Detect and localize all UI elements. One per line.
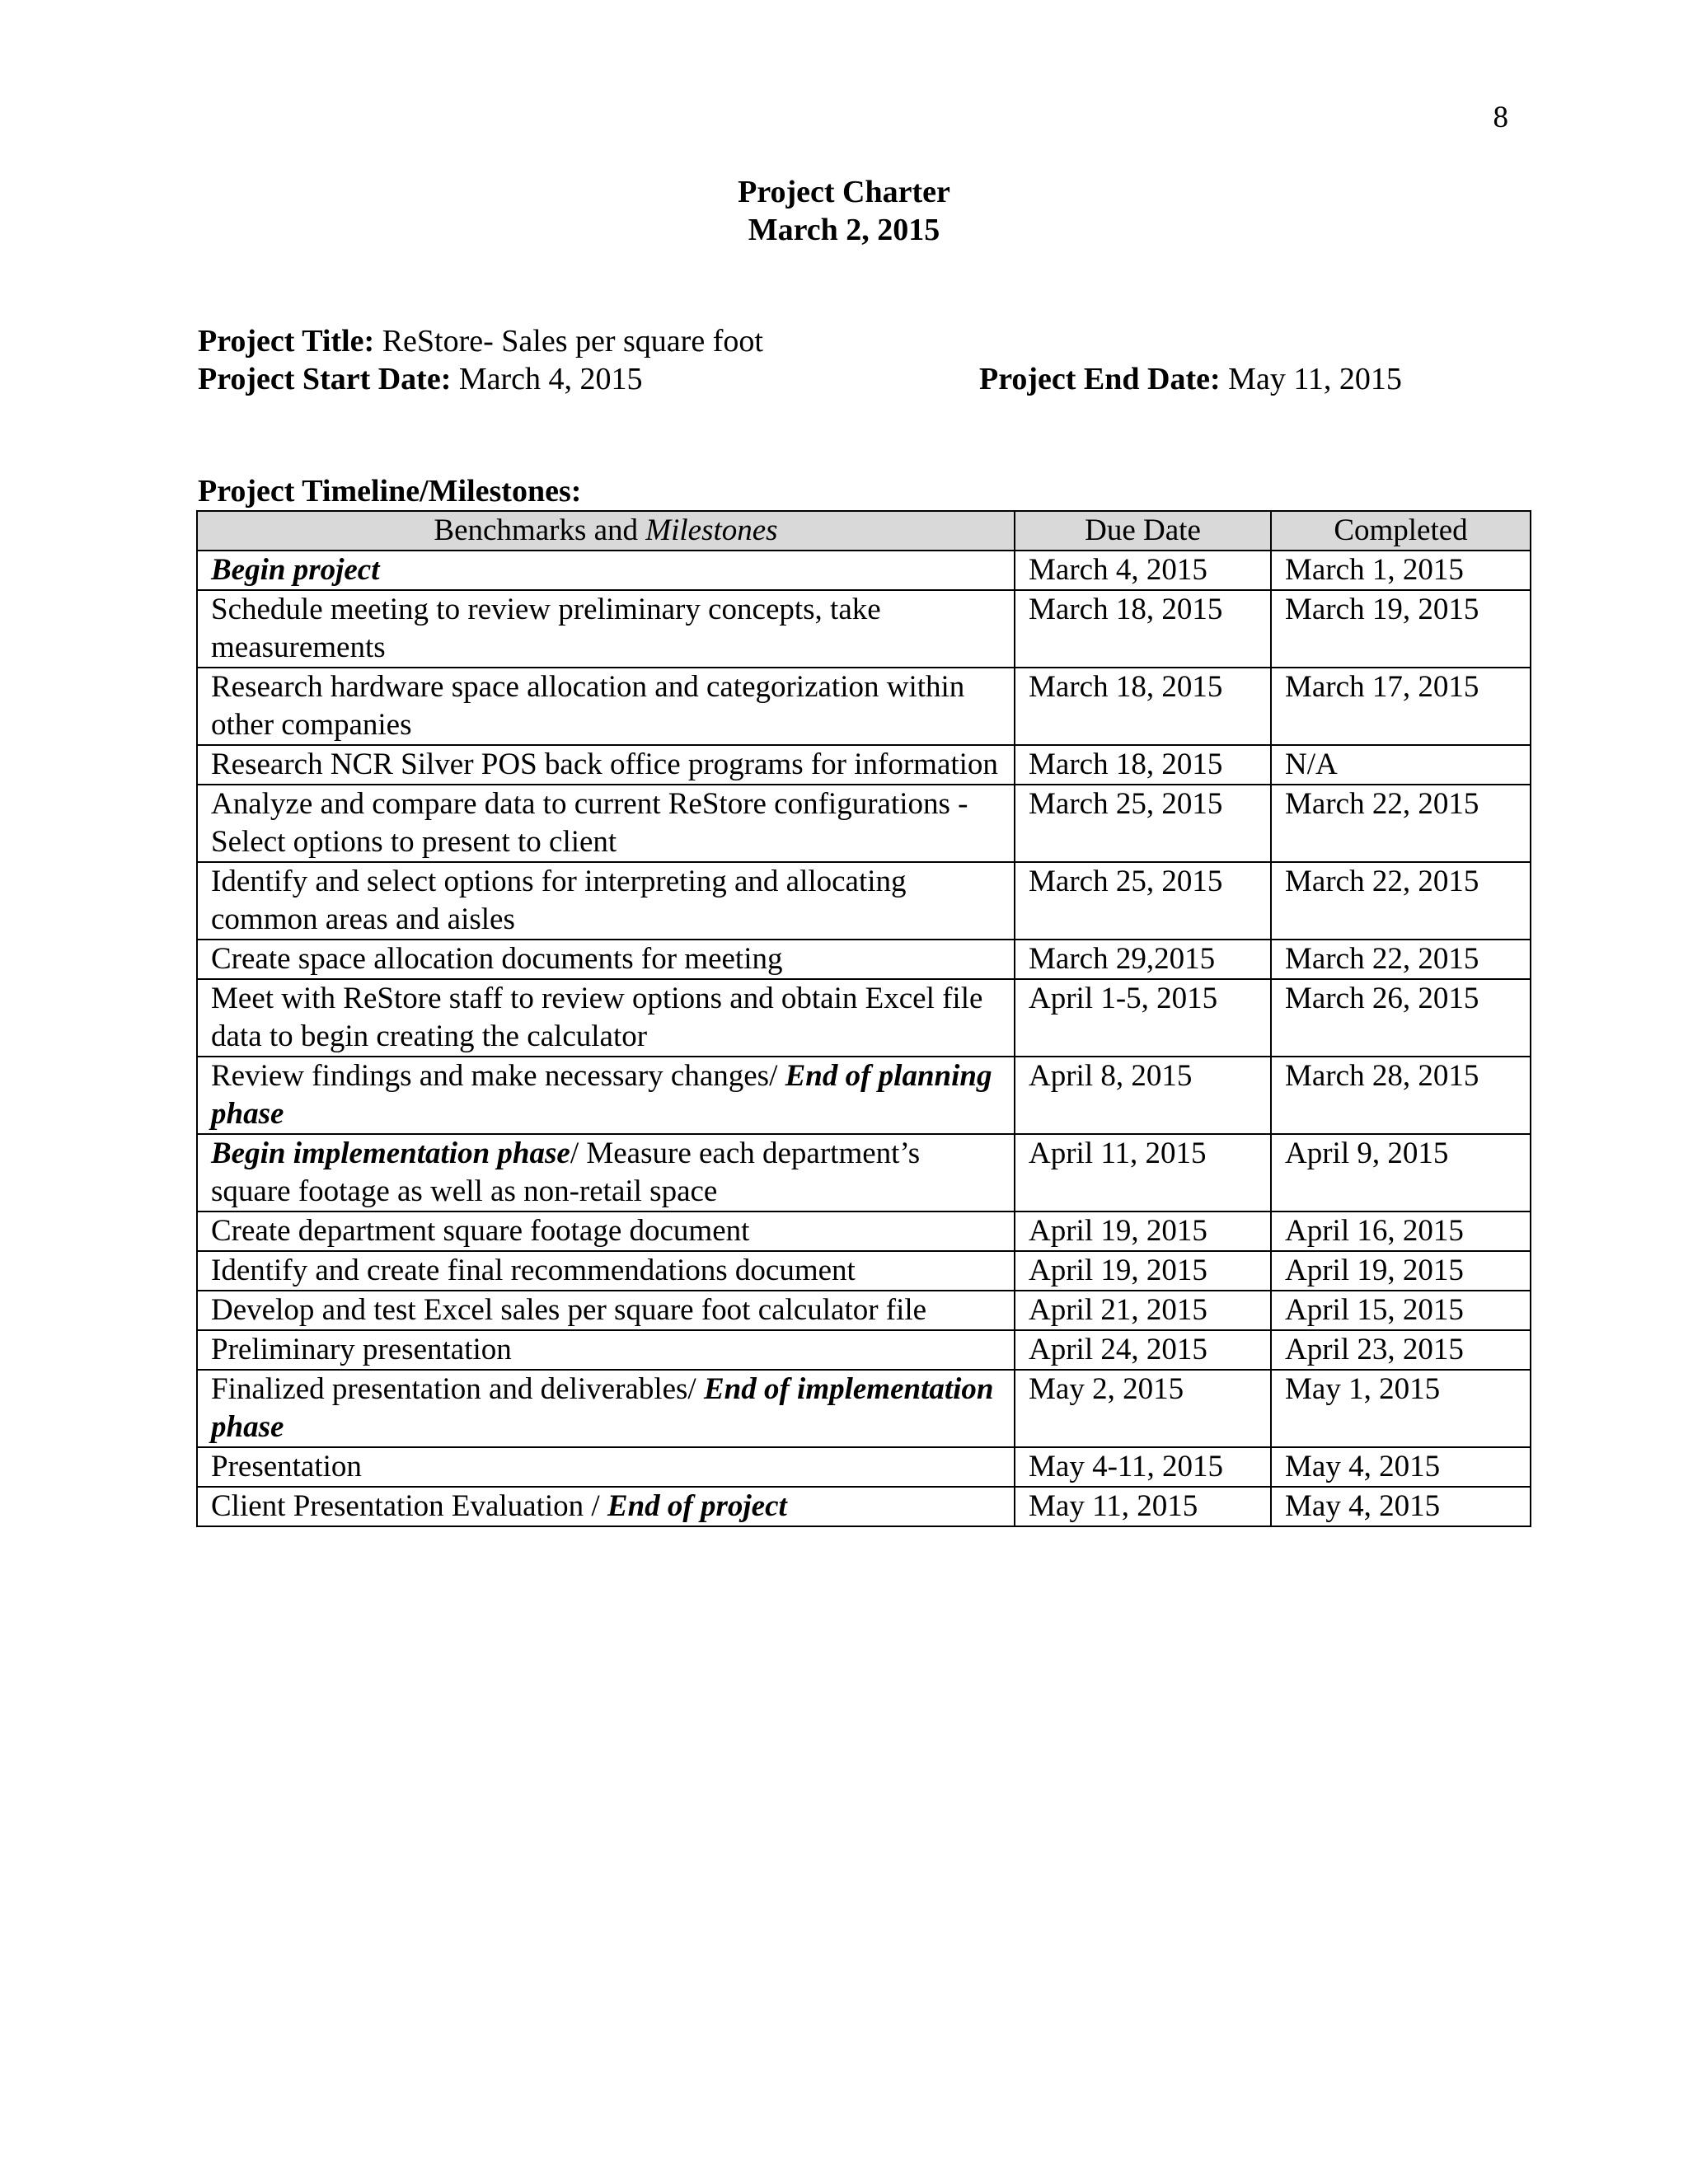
milestone-task-text: Begin implementation phase: [211, 1137, 570, 1170]
table-row: [197, 1251, 1531, 1291]
milestone-task-text: Preliminary presentation: [211, 1333, 512, 1366]
table-header-row: [197, 511, 1531, 551]
milestone-completed-date: May 4, 2015: [1271, 1487, 1531, 1526]
milestone-task: [197, 1330, 1015, 1370]
milestones-table: [196, 510, 1531, 1527]
table-row: [197, 551, 1531, 590]
milestone-due-date: May 4-11, 2015: [1015, 1447, 1271, 1487]
milestone-completed-date: March 22, 2015: [1271, 862, 1531, 940]
table-row: [197, 979, 1531, 1057]
milestone-task: [197, 1291, 1015, 1330]
milestone-task: [197, 1370, 1015, 1447]
project-title-label: Project Title:: [198, 324, 375, 359]
milestone-task: [197, 1487, 1015, 1526]
milestone-task-text: Schedule meeting to review preliminary concepts, take measurements: [211, 593, 881, 664]
milestone-completed-date: March 28, 2015: [1271, 1057, 1531, 1134]
milestone-due-date: April 1-5, 2015: [1015, 979, 1271, 1057]
column-header-completed: Completed: [1271, 511, 1531, 551]
column-header-benchmarks-text: Benchmarks and: [434, 513, 646, 547]
milestone-task: [197, 1134, 1015, 1212]
milestone-task-text: Begin project: [211, 553, 380, 587]
table-row: [197, 590, 1531, 668]
milestone-task: [197, 551, 1015, 590]
charter-title-block: [0, 173, 1688, 249]
project-start-line: [198, 360, 643, 398]
milestone-completed-date: March 19, 2015: [1271, 590, 1531, 668]
milestone-task: [197, 745, 1015, 785]
milestone-task: [197, 785, 1015, 862]
column-header-milestones-text: Milestones: [645, 513, 778, 547]
milestone-completed-date: N/A: [1271, 745, 1531, 785]
milestone-task-text: Develop and test Excel sales per square foot calculator file: [211, 1293, 927, 1327]
milestone-due-date: March 18, 2015: [1015, 668, 1271, 745]
milestone-completed-date: March 26, 2015: [1271, 979, 1531, 1057]
milestone-due-date: March 18, 2015: [1015, 745, 1271, 785]
milestone-task: [197, 1212, 1015, 1251]
milestone-task-text: Review findings and make necessary changes/: [211, 1059, 785, 1093]
milestone-completed-date: April 9, 2015: [1271, 1134, 1531, 1212]
milestone-task-text: Create department square footage document: [211, 1214, 750, 1248]
milestone-due-date: April 21, 2015: [1015, 1291, 1271, 1330]
milestone-completed-date: April 15, 2015: [1271, 1291, 1531, 1330]
milestone-completed-date: March 22, 2015: [1271, 940, 1531, 979]
milestone-task-text: End of implementation phase: [211, 1372, 994, 1444]
milestone-task: [197, 668, 1015, 745]
milestone-due-date: May 2, 2015: [1015, 1370, 1271, 1447]
milestone-task-text: Identify and select options for interpreting and allocating common areas and aisles: [211, 865, 907, 936]
milestone-completed-date: May 4, 2015: [1271, 1447, 1531, 1487]
page-title: Project Charter: [738, 175, 950, 209]
table-row: [197, 1487, 1531, 1526]
column-header-benchmarks: [197, 511, 1015, 551]
table-row: [197, 668, 1531, 745]
table-row: [197, 785, 1531, 862]
milestone-task-text: Finalized presentation and deliverables/: [211, 1372, 704, 1406]
milestone-task: [197, 979, 1015, 1057]
milestone-due-date: April 19, 2015: [1015, 1212, 1271, 1251]
page-number: 8: [1493, 101, 1508, 134]
milestone-due-date: March 25, 2015: [1015, 862, 1271, 940]
table-row: [197, 1134, 1531, 1212]
project-end-value: May 11, 2015: [1228, 362, 1402, 396]
milestone-task-text: Research hardware space allocation and categorization within other companies: [211, 670, 965, 742]
timeline-heading: Project Timeline/Milestones:: [198, 474, 582, 509]
milestone-due-date: March 29,2015: [1015, 940, 1271, 979]
project-start-label: Project Start Date:: [198, 362, 452, 396]
milestone-completed-date: March 1, 2015: [1271, 551, 1531, 590]
milestone-completed-date: March 22, 2015: [1271, 785, 1531, 862]
project-start-value: March 4, 2015: [458, 362, 643, 396]
milestone-due-date: March 18, 2015: [1015, 590, 1271, 668]
project-end-label: Project End Date:: [979, 362, 1221, 396]
milestone-task-text: End of project: [607, 1489, 787, 1523]
milestone-task-text: Identify and create final recommendations document: [211, 1254, 856, 1287]
table-row: [197, 1370, 1531, 1447]
milestone-task-text: Research NCR Silver POS back office programs for information: [211, 748, 998, 781]
milestone-completed-date: April 23, 2015: [1271, 1330, 1531, 1370]
milestone-due-date: April 8, 2015: [1015, 1057, 1271, 1134]
milestone-task-text: Presentation: [211, 1450, 362, 1483]
milestone-task: [197, 1057, 1015, 1134]
milestone-due-date: May 11, 2015: [1015, 1487, 1271, 1526]
milestone-task-text: End of planning phase: [211, 1059, 992, 1131]
table-row: [197, 1330, 1531, 1370]
milestone-due-date: April 11, 2015: [1015, 1134, 1271, 1212]
milestone-due-date: April 24, 2015: [1015, 1330, 1271, 1370]
milestone-task-text: / Measure each department’s square footage as well as non-retail space: [211, 1137, 921, 1208]
milestone-task: [197, 1251, 1015, 1291]
milestone-task-text: Client Presentation Evaluation /: [211, 1489, 607, 1523]
project-title-value: ReStore- Sales per square foot: [382, 324, 763, 359]
milestone-completed-date: April 19, 2015: [1271, 1251, 1531, 1291]
table-row: [197, 1291, 1531, 1330]
milestone-task-text: Meet with ReStore staff to review options and obtain Excel file data to begin creating the calculator: [211, 982, 983, 1053]
project-end-line: [979, 360, 1402, 398]
milestone-task-text: Analyze and compare data to current ReStore configurations -Select options to present to client: [211, 787, 968, 859]
table-row: [197, 745, 1531, 785]
milestone-due-date: March 25, 2015: [1015, 785, 1271, 862]
milestone-due-date: March 4, 2015: [1015, 551, 1271, 590]
milestone-completed-date: April 16, 2015: [1271, 1212, 1531, 1251]
project-title-line: [198, 322, 763, 360]
milestone-due-date: April 19, 2015: [1015, 1251, 1271, 1291]
table-row: [197, 1212, 1531, 1251]
milestone-rows: [197, 551, 1531, 1526]
milestone-task: [197, 1447, 1015, 1487]
milestone-task-text: Create space allocation documents for meeting: [211, 942, 783, 976]
milestone-completed-date: May 1, 2015: [1271, 1370, 1531, 1447]
milestone-task: [197, 590, 1015, 668]
table-row: [197, 940, 1531, 979]
milestone-completed-date: March 17, 2015: [1271, 668, 1531, 745]
table-row: [197, 1447, 1531, 1487]
milestone-task: [197, 862, 1015, 940]
table-row: [197, 1057, 1531, 1134]
milestone-task: [197, 940, 1015, 979]
charter-date: March 2, 2015: [748, 213, 940, 247]
table-row: [197, 862, 1531, 940]
column-header-due-date: Due Date: [1015, 511, 1271, 551]
